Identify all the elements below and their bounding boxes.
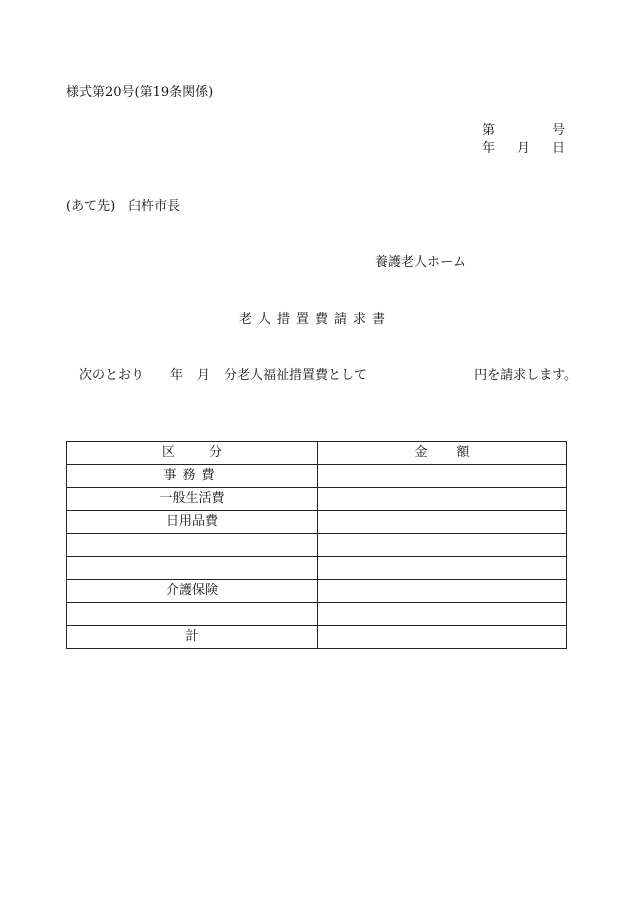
row-amount[interactable]: [318, 580, 567, 603]
table-row: [67, 557, 567, 580]
row-category: [67, 603, 318, 626]
header-amount: [318, 442, 567, 465]
date-day: 日: [551, 141, 565, 156]
header-category-char1: 区: [162, 445, 176, 460]
date-year: 年: [482, 141, 496, 156]
row-amount[interactable]: [318, 557, 567, 580]
billing-table: [66, 441, 567, 649]
row-amount[interactable]: [318, 534, 567, 557]
addressee: (あて先) 臼杵市長: [66, 199, 181, 214]
date-line: [482, 141, 565, 157]
document-title: 老人措置費請求書: [238, 312, 391, 327]
home-name: 養護老人ホーム: [375, 255, 467, 270]
body-sentence: [79, 368, 577, 384]
number-suffix: 号: [551, 123, 565, 138]
row-category: [67, 534, 318, 557]
row-amount[interactable]: [318, 603, 567, 626]
body-year: 年: [170, 368, 184, 383]
row-amount[interactable]: [318, 511, 567, 534]
row-amount[interactable]: [318, 465, 567, 488]
header-amount-char2: 額: [456, 445, 470, 460]
header-category: [67, 442, 318, 465]
row-amount[interactable]: [318, 488, 567, 511]
table-row: [67, 488, 567, 511]
table-header-row: [67, 442, 567, 465]
body-part3: 円を請求します。: [474, 368, 578, 383]
body-part2: 分老人福祉措置費として: [224, 368, 368, 383]
row-category: 介護保険: [67, 580, 318, 603]
number-prefix: 第: [482, 123, 496, 138]
row-category: 日用品費: [67, 511, 318, 534]
date-month: 月: [516, 141, 530, 156]
body-part1: 次のとおり: [79, 368, 145, 383]
row-category-total: 計: [67, 626, 318, 649]
row-amount-total[interactable]: [318, 626, 567, 649]
table-row: [67, 580, 567, 603]
document-number-line: [482, 123, 565, 139]
table-row: [67, 465, 567, 488]
form-number: 様式第20号(第19条関係): [66, 85, 214, 100]
table-row-total: [67, 626, 567, 649]
table-row: [67, 534, 567, 557]
row-category: 事務費: [67, 465, 318, 488]
table-row: [67, 603, 567, 626]
row-category: [67, 557, 318, 580]
header-category-char2: 分: [208, 445, 222, 460]
row-category: 一般生活費: [67, 488, 318, 511]
table-row: [67, 511, 567, 534]
body-month: 月: [197, 368, 211, 383]
header-amount-char1: 金: [414, 445, 428, 460]
